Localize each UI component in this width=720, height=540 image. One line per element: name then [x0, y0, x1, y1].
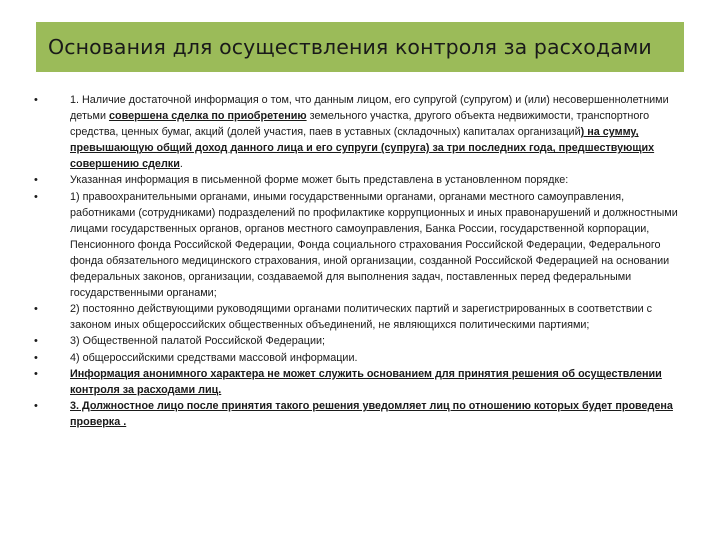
bullet-list	[36, 92, 684, 430]
bullet-icon: •	[34, 174, 38, 187]
text-segment: земельного участка, другого объекта недвижимости, транспортного средства, ценных бумаг, акций (долей участия, паев в уставных (складочных) капиталах организаций	[70, 110, 650, 139]
list-item-text	[70, 92, 686, 172]
text-segment: 2) постоянно действующими руководящими органами политических партий и зарегистрированных в соответствии с законом иных общероссийских общественных объединений, не являющихся политическими партиями;	[70, 303, 653, 332]
slide-title: Основания для осуществления контроля за расходами	[48, 35, 652, 59]
list-item	[36, 172, 684, 188]
list-item-text	[70, 350, 686, 366]
text-segment: 1) правоохранительными органами, иными государственными органами, органами местного самоуправления, работниками (сотрудниками) подразделений по профилактике коррупционных и иных правонарушений и должностными лицами государственных органов, органов местного самоуправления, Банка России, государственной корпорации, Пенсионного фонда Российской Федерации, Фонда социального страхования Российской Федерации, Федерального фонда обязательного медицинского страхования, иной организации, созданной Российской Федерацией на основании федеральных законов, организации, создаваемой для выполнения задач, поставленных перед федеральными государственными органами;	[70, 190, 678, 300]
text-segment-emphasis: совершена сделка по приобретению	[108, 110, 307, 123]
bullet-icon: •	[34, 190, 38, 203]
bullet-icon: •	[34, 335, 38, 348]
text-segment-emphasis: Информация анонимного характера не может служить основанием для принятия решения об осуществлении контроля за расходами лиц.	[70, 367, 662, 396]
text-segment: 1. Наличие достаточной информация о том, что данным лицом, его супругой (супругом) и (или) несовершеннолетними детьми	[70, 94, 669, 123]
title-bar	[36, 22, 684, 72]
bullet-icon: •	[34, 351, 38, 364]
list-item	[36, 350, 684, 366]
text-segment-emphasis: 3. Должностное лицо после принятия такого решения уведомляет лиц по отношению которых будет проведена проверка .	[70, 399, 673, 428]
bullet-icon: •	[34, 399, 38, 412]
bullet-icon: •	[34, 94, 38, 106]
text-segment: Указанная информация в письменной форме может быть представлена в установленном порядке:	[70, 174, 569, 187]
bullet-icon: •	[34, 303, 38, 316]
list-item	[36, 333, 684, 349]
list-item-text	[70, 189, 686, 302]
list-item-text	[70, 366, 686, 398]
bullet-icon: •	[34, 367, 38, 380]
list-item	[36, 189, 684, 302]
text-segment: 4) общероссийскими средствами массовой информации.	[70, 351, 358, 364]
list-item-text	[70, 301, 686, 333]
list-item-text	[70, 172, 686, 188]
text-segment: .	[179, 158, 183, 171]
list-item	[36, 398, 684, 430]
list-item-text	[70, 398, 686, 430]
list-item	[36, 92, 684, 172]
list-item	[36, 301, 684, 333]
text-segment-emphasis: ) на сумму, превышающую общий доход данного лица и его супруги (супруга) за три последних года, предшествующих совершению сделки	[70, 126, 655, 171]
list-item	[36, 366, 684, 398]
list-item-text	[70, 333, 686, 349]
text-segment: 3) Общественной палатой Российской Федерации;	[70, 335, 326, 348]
